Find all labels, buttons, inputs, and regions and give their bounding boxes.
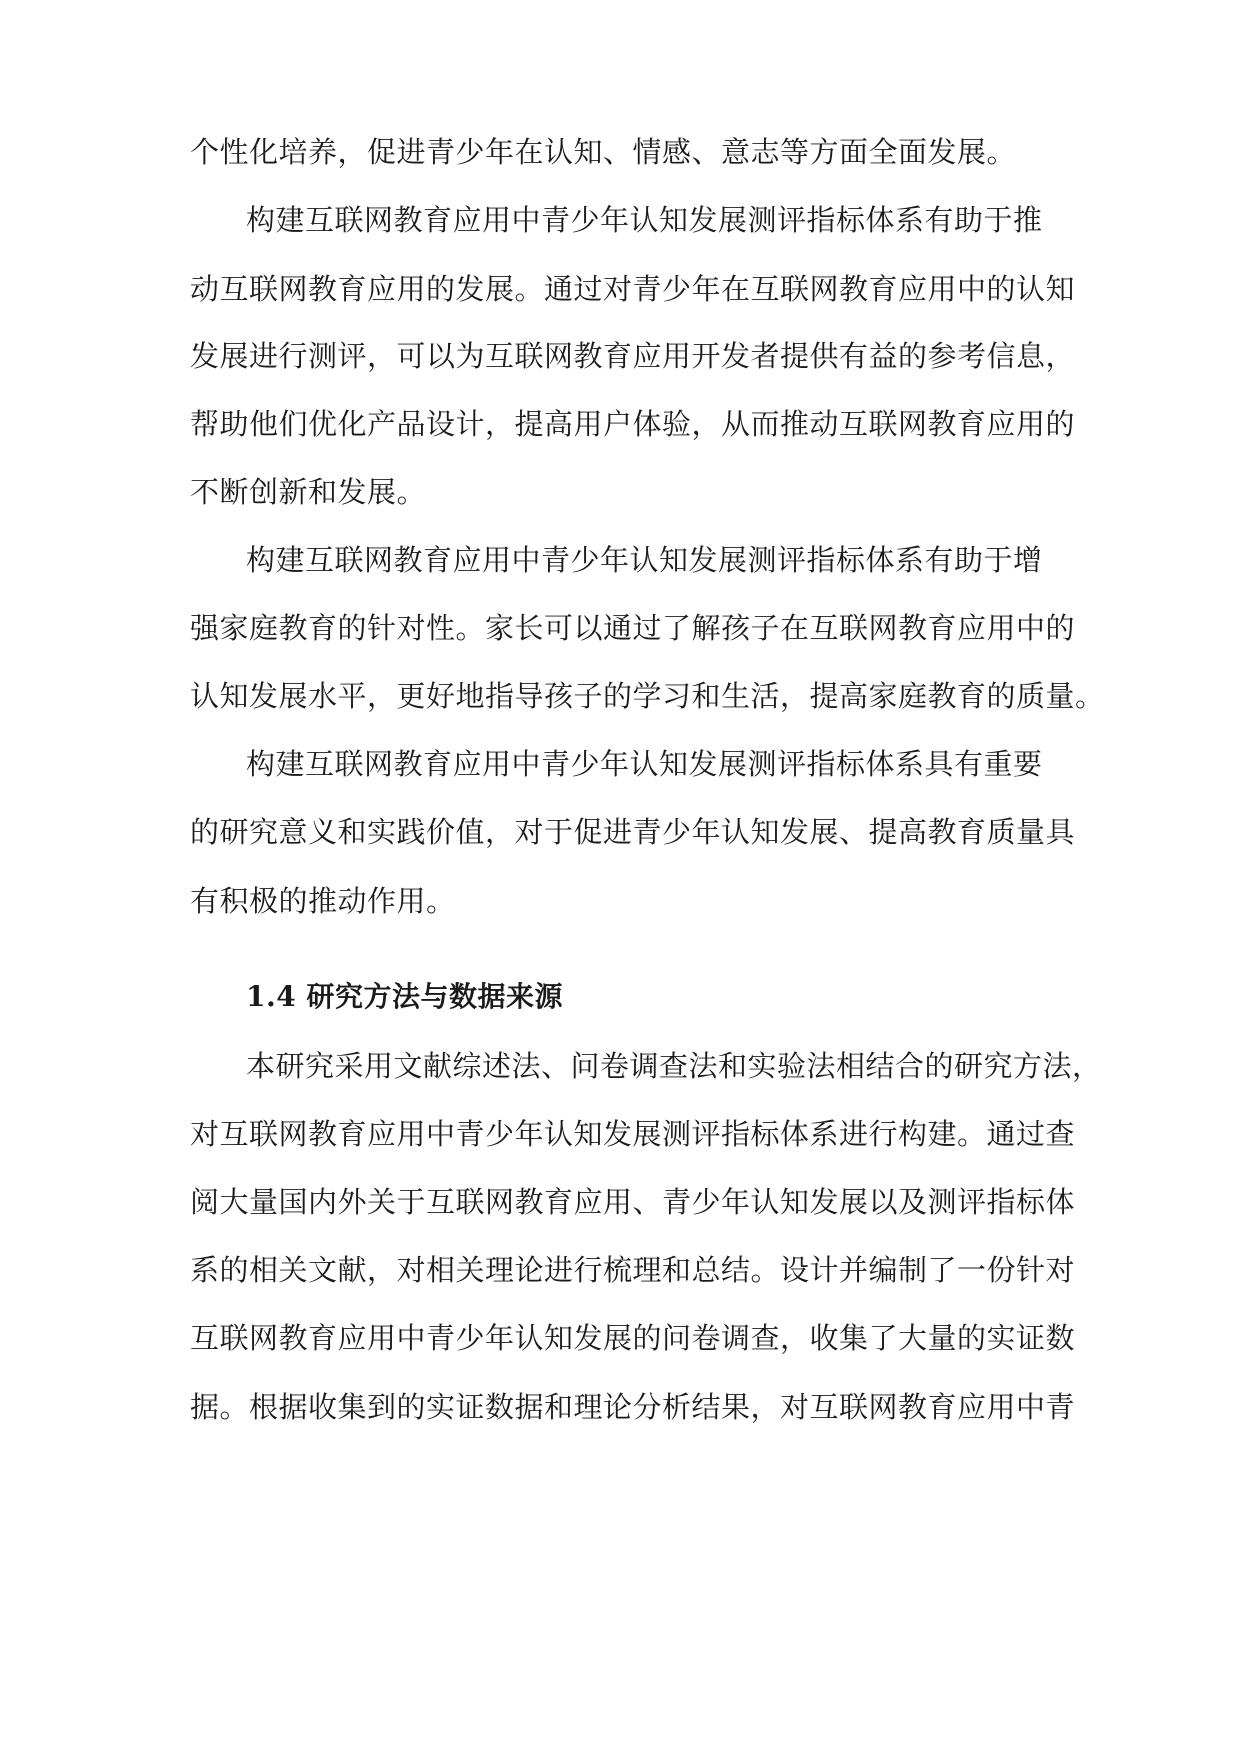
- paragraph-5-line-5: 互联网教育应用中青少年认知发展的问卷调查，收集了大量的实证数: [190, 1321, 1076, 1355]
- paragraph-2-line-5: 不断创新和发展。: [190, 475, 427, 509]
- paragraph-3-line-1: 构建互联网教育应用中青少年认知发展测评指标体系有助于增: [246, 543, 1043, 577]
- paragraph-2-line-3: 发展进行测评，可以为互联网教育应用开发者提供有益的参考信息，: [190, 339, 1076, 373]
- paragraph-5-line-1: 本研究采用文献综述法、问卷调查法和实验法相结合的研究方法，: [246, 1049, 1102, 1083]
- paragraph-1-line-1: 个性化培养，促进青少年在认知、情感、意志等方面全面发展。: [190, 135, 1017, 169]
- paragraph-2-line-1: 构建互联网教育应用中青少年认知发展测评指标体系有助于推: [246, 203, 1043, 237]
- paragraph-3-line-2: 强家庭教育的针对性。家长可以通过了解孩子在互联网教育应用中的: [190, 611, 1076, 645]
- paragraph-5-line-6: 据。根据收集到的实证数据和理论分析结果，对互联网教育应用中青: [190, 1390, 1076, 1424]
- section-heading: 1.4 研究方法与数据来源: [246, 980, 563, 1013]
- paragraph-5-line-2: 对互联网教育应用中青少年认知发展测评指标体系进行构建。通过查: [190, 1117, 1076, 1151]
- paragraph-5-line-4: 系的相关文献，对相关理论进行梳理和总结。设计并编制了一份针对: [190, 1253, 1076, 1287]
- paragraph-4-line-2: 的研究意义和实践价值，对于促进青少年认知发展、提高教育质量具: [190, 815, 1076, 849]
- paragraph-3-line-3: 认知发展水平，更好地指导孩子的学习和生活，提高家庭教育的质量。: [190, 679, 1105, 713]
- paragraph-2-line-4: 帮助他们优化产品设计，提高用户体验，从而推动互联网教育应用的: [190, 407, 1076, 441]
- paragraph-4-line-3: 有积极的推动作用。: [190, 884, 456, 918]
- paragraph-2-line-2: 动互联网教育应用的发展。通过对青少年在互联网教育应用中的认知: [190, 272, 1076, 306]
- paragraph-5-line-3: 阅大量国内外关于互联网教育应用、青少年认知发展以及测评指标体: [190, 1185, 1076, 1219]
- paragraph-4-line-1: 构建互联网教育应用中青少年认知发展测评指标体系具有重要: [246, 747, 1043, 781]
